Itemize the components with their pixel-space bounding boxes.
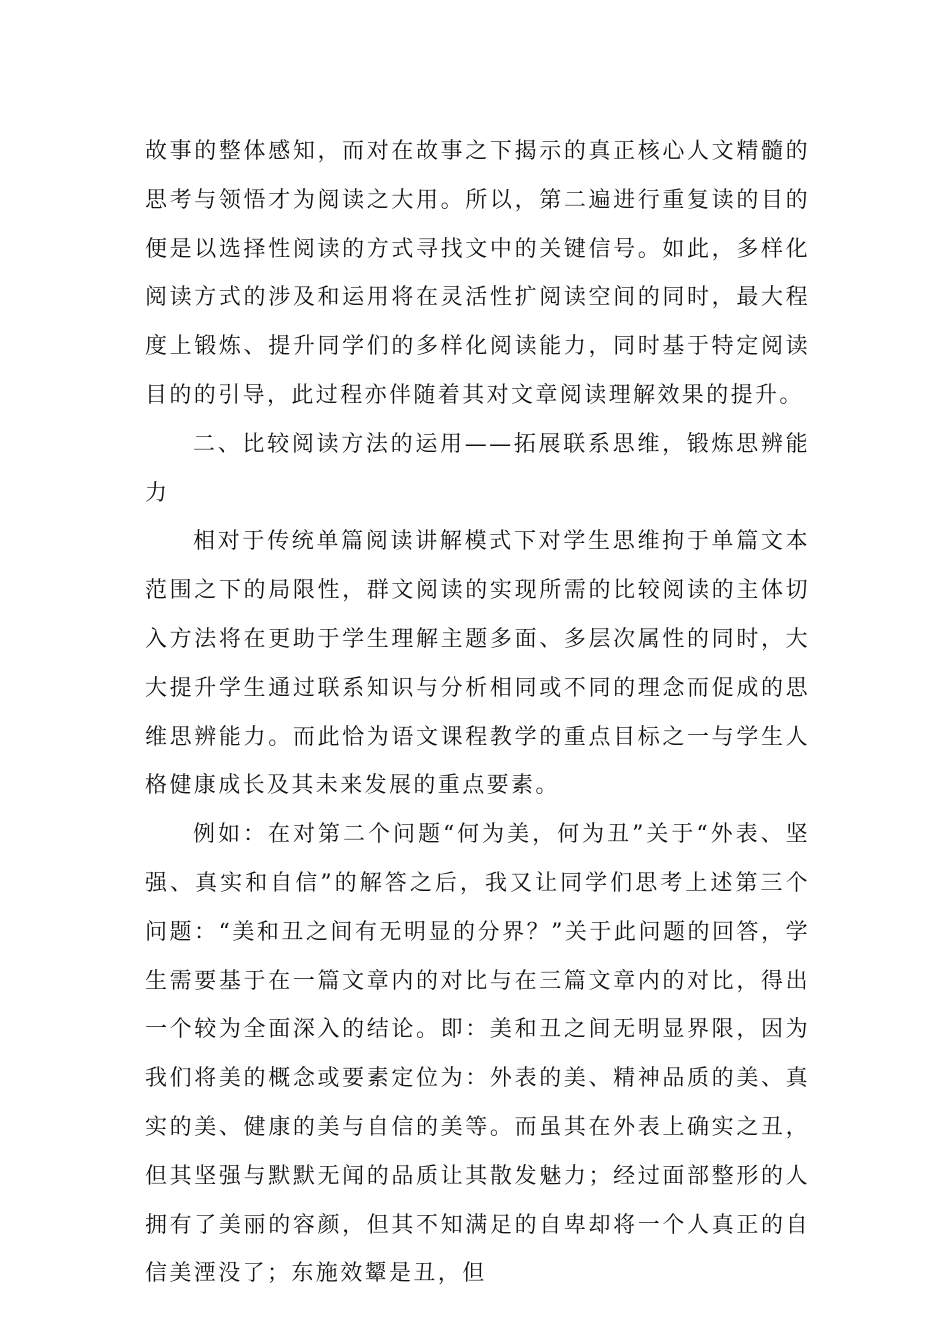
section-heading: 二、比较阅读方法的运用——拓展联系思维，锻炼思辨能力 <box>145 431 810 506</box>
paragraph-example: 例如：在对第二个问题“何为美，何为丑”关于“外表、坚强、真实和自信”的解答之后，我又让同学们思考上述第三个问题：“美和丑之间有无明显的分界？”关于此问题的回答，学生需要基于在一篇文章内的对比与在三篇文章内的对比，得出一个较为全面深入的结论。即：美和丑之间无明显界限，因为我们将美的概念或要素定位为：外表的美、精神品质的美、真实的美、健康的美与自信的美等。而虽其在外表上确实之丑，但其坚强与默默无闻的品质让其散发魅力；经过面部整形的人拥有了美丽的容颜，但其不知满足的自卑却将一个人真正的自信美湮没了；东施效颦是丑，但 <box>145 822 810 1287</box>
paragraph-continuation: 故事的整体感知，而对在故事之下揭示的真正核心人文精髓的思考与领悟才为阅读之大用。所以，第二遍进行重复读的目的便是以选择性阅读的方式寻找文中的关键信号。如此，多样化阅读方式的涉及和运用将在灵活性扩阅读空间的同时，最大程度上锻炼、提升同学们的多样化阅读能力，同时基于特定阅读目的的引导，此过程亦伴随着其对文章阅读理解效果的提升。 <box>145 139 810 408</box>
document-body <box>145 128 810 1299</box>
paragraph-comparison-method: 相对于传统单篇阅读讲解模式下对学生思维拘于单篇文本范围之下的局限性，群文阅读的实现所需的比较阅读的主体切入方法将在更助于学生理解主题多面、多层次属性的同时，大大提升学生通过联系知识与分析相同或不同的理念而促成的思维思辨能力。而此恰为语文课程教学的重点目标之一与学生人格健康成长及其未来发展的重点要素。 <box>145 529 810 799</box>
